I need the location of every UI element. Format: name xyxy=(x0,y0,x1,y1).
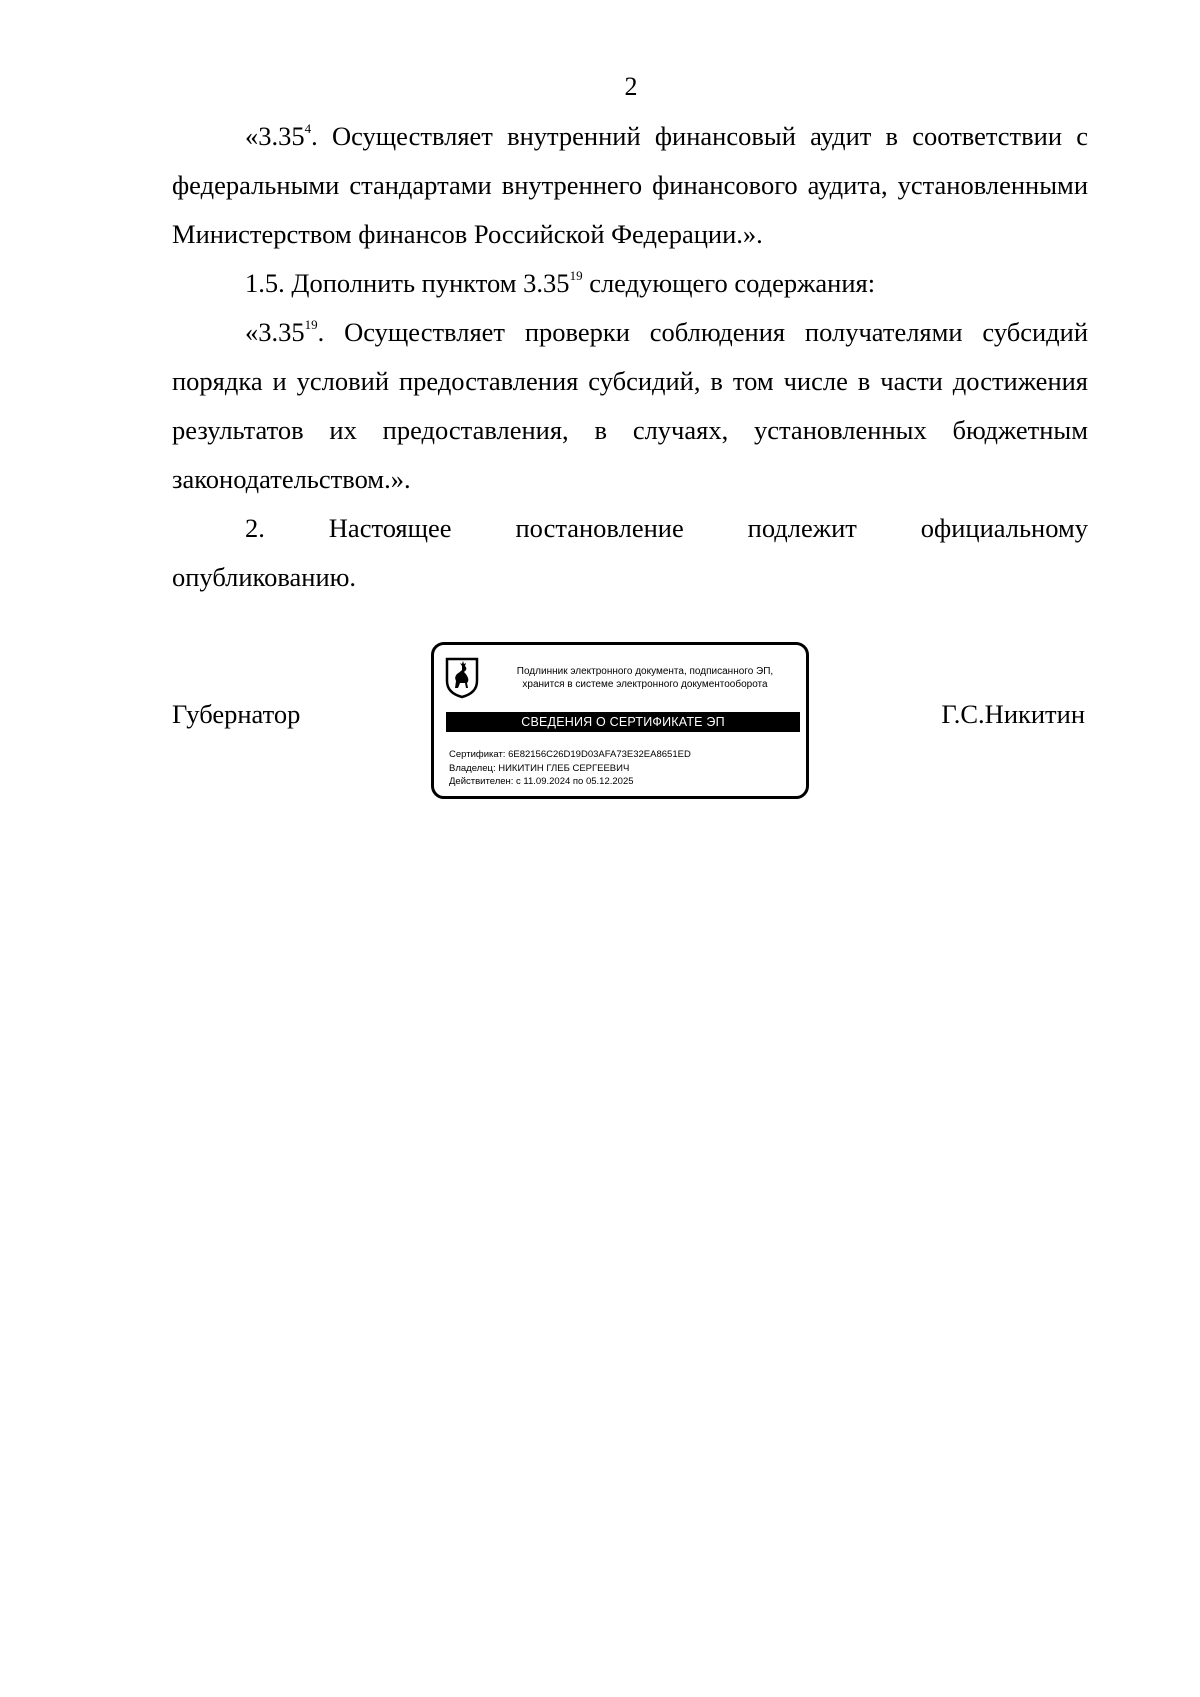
coat-of-arms-icon xyxy=(445,657,479,699)
stamp-header: СВЕДЕНИЯ О СЕРТИФИКАТЕ ЭП xyxy=(446,712,800,732)
clause-superscript: 4 xyxy=(304,121,312,136)
clause-text: . Осуществляет внутренний финансовый аудит в соответствии с федеральными стандартами внутреннего финансового аудита, установленными Министерством финансов Российской Федерации.». xyxy=(172,121,1088,249)
certificate-owner: Владелец: НИКИТИН ГЛЕБ СЕРГЕЕВИЧ xyxy=(449,762,630,774)
item-2-word-3: постановление xyxy=(515,513,684,543)
page-number: 2 xyxy=(624,72,638,101)
clause-superscript: 19 xyxy=(304,317,318,332)
signatory-position: Губернатор xyxy=(172,699,301,729)
item-text: следующего содержания: xyxy=(582,268,876,298)
item-2-word-1: 2. xyxy=(245,513,265,543)
paragraph-item-2 xyxy=(172,504,1088,553)
stamp-details xyxy=(449,748,691,789)
stamp-notice xyxy=(490,665,800,691)
item-2-continuation: опубликованию. xyxy=(172,562,357,592)
item-text-prefix: 1.5. Дополнить пунктом 3.35 xyxy=(245,268,570,298)
item-superscript: 19 xyxy=(569,268,583,283)
signatory-name: Г.С.Никитин xyxy=(941,699,1085,729)
certificate-number: Сертификат: 6E82156C26D19D03AFA73E32EA8651ED xyxy=(449,749,691,760)
stamp-notice-line-1: Подлинник электронного документа, подписанного ЭП, xyxy=(516,666,774,677)
document-body xyxy=(172,112,1088,602)
clause-number: «3.35 xyxy=(245,121,305,151)
paragraph-item-1-5 xyxy=(172,259,1088,308)
item-2-word-5: официальному xyxy=(920,513,1088,543)
item-2-word-4: подлежит xyxy=(747,513,857,543)
certificate-validity: Действителен: с 11.09.2024 по 05.12.2025 xyxy=(449,776,634,787)
stamp-notice-line-2: хранится в системе электронного документооборота xyxy=(522,679,768,690)
clause-number: «3.35 xyxy=(245,317,305,347)
paragraph-clause-3-35-4 xyxy=(172,112,1088,259)
item-2-word-2: Настоящее xyxy=(328,513,452,543)
electronic-signature-stamp xyxy=(431,642,809,799)
clause-text: . Осуществляет проверки соблюдения получателями субсидий порядка и условий предоставления субсидий, в том числе в части достижения результатов их предоставления, в случаях, установленных бюджетным законодательством.». xyxy=(172,317,1088,494)
paragraph-clause-3-35-19 xyxy=(172,308,1088,504)
